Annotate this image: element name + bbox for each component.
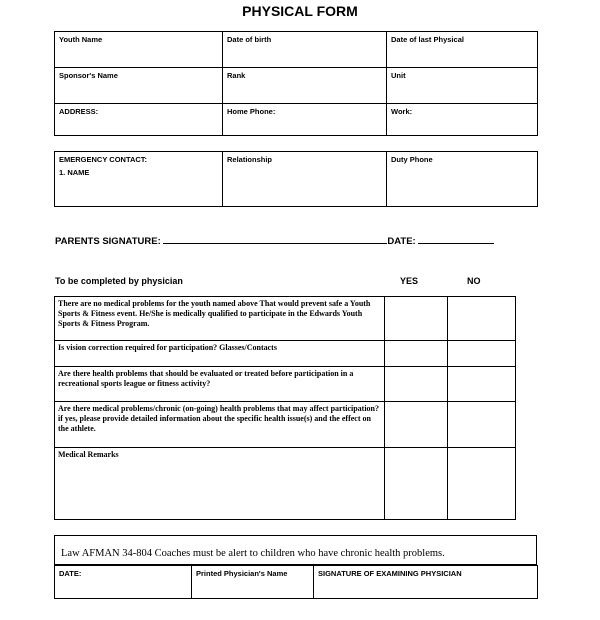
emergency-contact-field[interactable]	[55, 152, 223, 207]
physician-signature-field[interactable]	[314, 566, 538, 599]
youth-name-field[interactable]	[55, 32, 223, 68]
address-field[interactable]	[55, 104, 223, 136]
exam-date-label: DATE:	[59, 569, 82, 578]
question-no-medical-problems: There are no medical problems for the youth named above That would prevent safe a Youth Sports & Fitness event. He/She is medically qualified to participate in the Edwards Youth Sports & Fitness Program.	[55, 297, 385, 341]
no-checkbox[interactable]	[448, 402, 516, 448]
date-of-birth-label: Date of birth	[227, 35, 272, 44]
physician-signature-table	[54, 565, 538, 599]
emergency-contact-label: EMERGENCY CONTACT:	[59, 155, 148, 164]
rank-label: Rank	[227, 71, 246, 80]
physician-heading: To be completed by physician	[55, 276, 183, 286]
yes-column-label: YES	[400, 276, 419, 286]
parents-date-label: DATE:	[387, 236, 416, 247]
no-checkbox[interactable]	[448, 297, 516, 341]
medical-remarks-label: Medical Remarks	[58, 450, 119, 459]
parents-date-line[interactable]	[418, 235, 494, 244]
question-vision-correction: Is vision correction required for participation? Glasses/Contacts	[55, 341, 385, 367]
sponsor-name-field[interactable]	[55, 68, 223, 104]
yes-checkbox[interactable]	[385, 341, 448, 367]
yes-checkbox[interactable]	[385, 367, 448, 402]
work-phone-label: Work:	[391, 107, 413, 116]
yes-checkbox[interactable]	[385, 297, 448, 341]
emergency-contact-table	[54, 151, 538, 207]
youth-info-table	[54, 31, 538, 136]
home-phone-field[interactable]	[223, 104, 387, 136]
parents-signature-label: PARENTS SIGNATURE:	[55, 236, 161, 247]
physician-questions-table	[54, 296, 516, 520]
home-phone-label: Home Phone:	[227, 107, 276, 116]
printed-physician-name-field[interactable]	[192, 566, 314, 599]
printed-physician-name-label: Printed Physician's Name	[196, 569, 288, 578]
exam-date-field[interactable]	[55, 566, 192, 599]
duty-phone-label: Duty Phone	[391, 155, 433, 164]
rank-field[interactable]	[223, 68, 387, 104]
physician-signature-label: SIGNATURE OF EXAMINING PHYSICIAN	[318, 569, 462, 578]
work-phone-field[interactable]	[387, 104, 538, 136]
no-column-label: NO	[467, 276, 481, 286]
emergency-name-label: 1. NAME	[59, 168, 90, 177]
date-of-birth-field[interactable]	[223, 32, 387, 68]
question-health-problems: Are there health problems that should be evaluated or treated before participation in a recreational sports league or fitness activity?	[55, 367, 385, 402]
sponsor-name-label: Sponsor's Name	[59, 71, 118, 80]
unit-field[interactable]	[387, 68, 538, 104]
duty-phone-field[interactable]	[387, 152, 538, 207]
no-checkbox[interactable]	[448, 341, 516, 367]
date-of-last-physical-field[interactable]	[387, 32, 538, 68]
parents-signature-row	[55, 235, 494, 247]
yes-checkbox[interactable]	[385, 402, 448, 448]
address-label: ADDRESS:	[59, 107, 99, 116]
youth-name-label: Youth Name	[59, 35, 103, 44]
parents-signature-line[interactable]	[163, 235, 387, 244]
question-chronic-problems: Are there medical problems/chronic (on-going) health problems that may affect participation? if yes, please provide detailed information about the specific health issue(s) and the effect on the athlete.	[55, 402, 385, 448]
law-notice-text: Law AFMAN 34-804 Coaches must be alert to children who have chronic health problems.	[61, 548, 445, 559]
law-notice-box	[54, 535, 537, 565]
medical-remarks-field[interactable]	[55, 448, 385, 520]
unit-label: Unit	[391, 71, 406, 80]
date-of-last-physical-label: Date of last Physical	[391, 35, 464, 44]
relationship-field[interactable]	[223, 152, 387, 207]
no-checkbox[interactable]	[448, 367, 516, 402]
no-checkbox[interactable]	[448, 448, 516, 520]
relationship-label: Relationship	[227, 155, 273, 164]
page-title: PHYSICAL FORM	[242, 3, 358, 19]
yes-checkbox[interactable]	[385, 448, 448, 520]
